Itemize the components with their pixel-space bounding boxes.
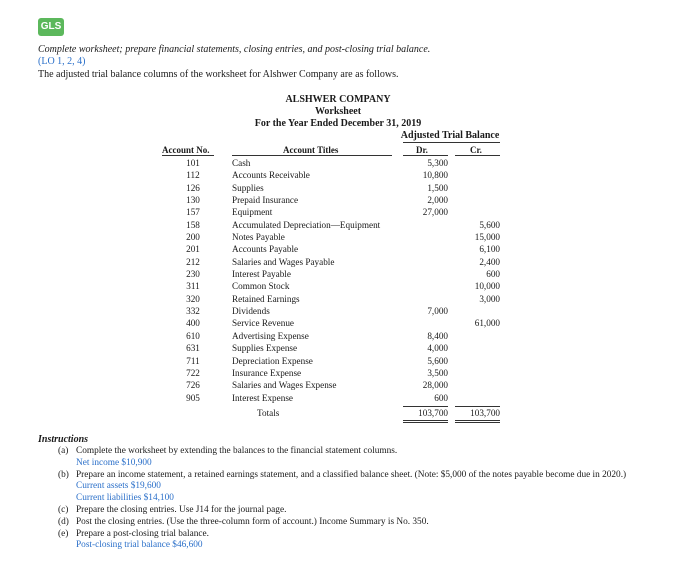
company-name: ALSHWER COMPANY: [285, 94, 391, 105]
account-number: 112: [186, 170, 200, 181]
credit-amount: 5,600: [479, 219, 500, 230]
cr-double-rule-1: [455, 420, 500, 421]
credit-amount: 15,000: [474, 232, 500, 243]
debit-amount: 5,300: [427, 158, 448, 168]
account-number: 610: [186, 330, 200, 341]
debit-amount: 27,000: [422, 207, 448, 218]
cr-total-rule: [455, 406, 500, 407]
account-row: [0, 305, 700, 317]
total-dr: 103,700: [418, 408, 448, 418]
account-row: [0, 268, 700, 280]
check-figure: Post-closing trial balance $46,600: [76, 540, 203, 551]
instruction-item: [0, 529, 700, 541]
debit-amount: 28,000: [422, 380, 448, 391]
account-title: Equipment: [232, 207, 273, 218]
account-row: [0, 231, 700, 243]
answer-line: [0, 540, 700, 552]
debit-amount: 3,500: [427, 367, 448, 378]
instruction-label: (d): [58, 516, 69, 527]
account-row: [0, 293, 700, 305]
account-title: Depreciation Expense: [232, 355, 313, 366]
account-title: Retained Earnings: [232, 293, 300, 304]
problem-subtitle: Complete worksheet; prepare financial statements, closing entries, and post-closing trial balance.: [38, 44, 431, 55]
instruction-label: (e): [58, 528, 69, 539]
account-row: [0, 280, 700, 292]
instruction-text: Prepare the closing entries. Use J14 for the journal page.: [76, 504, 287, 515]
account-row: [0, 182, 700, 194]
account-number: 311: [186, 281, 200, 292]
instruction-item: [0, 505, 700, 517]
dr-underline: [403, 155, 448, 156]
account-number: 722: [186, 367, 200, 378]
account-row: [0, 243, 700, 255]
account-number: 332: [186, 306, 200, 317]
account-title: Insurance Expense: [232, 367, 302, 378]
learning-objectives-link[interactable]: (LO 1, 2, 4): [38, 56, 86, 67]
debit-amount: 7,000: [427, 306, 448, 317]
account-number: 320: [186, 293, 200, 304]
instruction-text: Prepare a post-closing trial balance.: [76, 528, 209, 539]
account-title: Accounts Payable: [232, 244, 299, 255]
debit-amount: 5,600: [427, 355, 448, 366]
account-number: 400: [186, 318, 200, 329]
worksheet-period: For the Year Ended December 31, 2019: [254, 118, 422, 129]
account-number: 200: [186, 232, 200, 243]
instruction-label: (b): [58, 469, 69, 480]
account-title: Interest Payable: [232, 269, 291, 280]
credit-amount: 6,100: [479, 244, 500, 255]
dr-double-rule-2: [403, 422, 448, 423]
dr-header: Dr.: [416, 145, 428, 155]
account-number: 130: [186, 195, 200, 206]
account-title: Advertising Expense: [232, 330, 309, 341]
instruction-label: (a): [58, 446, 69, 456]
account-row: [0, 392, 700, 404]
account-row: [0, 194, 700, 206]
credit-amount: 600: [486, 269, 500, 280]
debit-amount: 8,400: [427, 330, 448, 341]
account-title: Supplies: [232, 182, 264, 193]
account-title: Salaries and Wages Expense: [232, 380, 337, 391]
credit-amount: 3,000: [479, 293, 500, 304]
check-figure: Net income $10,900: [76, 457, 152, 468]
instruction-text: Prepare an income statement, a retained earnings statement, and a classified balance sheet. (Note: $5,000 of the notes payable become due in 2020.): [76, 469, 627, 480]
account-title: Notes Payable: [232, 232, 285, 243]
answer-line: [0, 458, 700, 470]
instructions-list: [0, 446, 700, 552]
account-row: [0, 379, 700, 391]
account-number: 230: [186, 269, 200, 280]
account-titles-underline: [232, 155, 392, 156]
instruction-item: [0, 446, 700, 458]
credit-amount: 61,000: [474, 318, 500, 329]
account-title: Salaries and Wages Payable: [232, 256, 335, 267]
account-number: 631: [186, 343, 200, 354]
debit-amount: 600: [434, 392, 448, 403]
instruction-text: Complete the worksheet by extending the balances to the financial statement columns.: [76, 446, 398, 456]
debit-amount: 1,500: [427, 182, 448, 193]
account-title: Accumulated Depreciation—Equipment: [232, 219, 381, 230]
instruction-text: Post the closing entries. (Use the three-column form of account.) Income Summary is No. 350.: [76, 516, 429, 527]
instruction-label: (c): [58, 504, 69, 515]
account-row: [0, 206, 700, 218]
account-no-underline: [162, 155, 214, 156]
worksheet-rows: [0, 157, 700, 404]
cr-underline: [455, 155, 500, 156]
account-number: 201: [186, 244, 200, 255]
atb-underline: [403, 142, 500, 143]
account-number: 711: [186, 355, 200, 366]
account-number: 212: [186, 256, 200, 267]
answer-line: [0, 493, 700, 505]
check-figure: Current liabilities $14,100: [76, 493, 174, 504]
totals-label: Totals: [257, 408, 280, 418]
account-row: [0, 367, 700, 379]
debit-amount: 4,000: [427, 343, 448, 354]
account-title: Accounts Receivable: [232, 170, 310, 181]
debit-amount: 2,000: [427, 195, 448, 206]
account-row: [0, 169, 700, 181]
account-number: 726: [186, 380, 200, 391]
instructions-heading: Instructions: [38, 434, 89, 445]
account-titles-header: Account Titles: [283, 145, 339, 155]
account-no-header: Account No.: [162, 145, 210, 155]
gls-logo: GLS: [38, 18, 64, 36]
adjusted-trial-balance-header: Adjusted Trial Balance: [400, 130, 500, 141]
dr-double-rule-1: [403, 420, 448, 421]
account-row: [0, 219, 700, 231]
debit-amount: 10,800: [422, 170, 448, 181]
account-title: Interest Expense: [232, 392, 293, 403]
instruction-item: [0, 470, 700, 482]
credit-amount: 2,400: [479, 256, 500, 267]
account-row: [0, 317, 700, 329]
answer-line: [0, 481, 700, 493]
check-figure: Current assets $19,600: [76, 481, 161, 492]
account-number: 101: [186, 158, 200, 168]
account-title: Dividends: [232, 306, 270, 317]
account-row: [0, 330, 700, 342]
account-title: Supplies Expense: [232, 343, 298, 354]
cr-double-rule-2: [455, 422, 500, 423]
account-number: 905: [186, 392, 200, 403]
credit-amount: 10,000: [474, 281, 500, 292]
account-row: [0, 256, 700, 268]
account-title: Common Stock: [232, 281, 290, 292]
account-row: [0, 355, 700, 367]
account-title: Service Revenue: [232, 318, 294, 329]
account-number: 158: [186, 219, 200, 230]
problem-intro: The adjusted trial balance columns of the worksheet for Alshwer Company are as follows.: [38, 69, 399, 80]
worksheet-title: Worksheet: [314, 106, 362, 117]
account-number: 126: [186, 182, 200, 193]
instruction-item: [0, 517, 700, 529]
total-cr: 103,700: [470, 408, 500, 418]
cr-header: Cr.: [470, 145, 482, 155]
account-row: [0, 342, 700, 354]
account-title: Cash: [232, 158, 251, 168]
dr-total-rule: [403, 406, 448, 407]
account-row: [0, 157, 700, 169]
account-title: Prepaid Insurance: [232, 195, 299, 206]
account-number: 157: [186, 207, 200, 218]
